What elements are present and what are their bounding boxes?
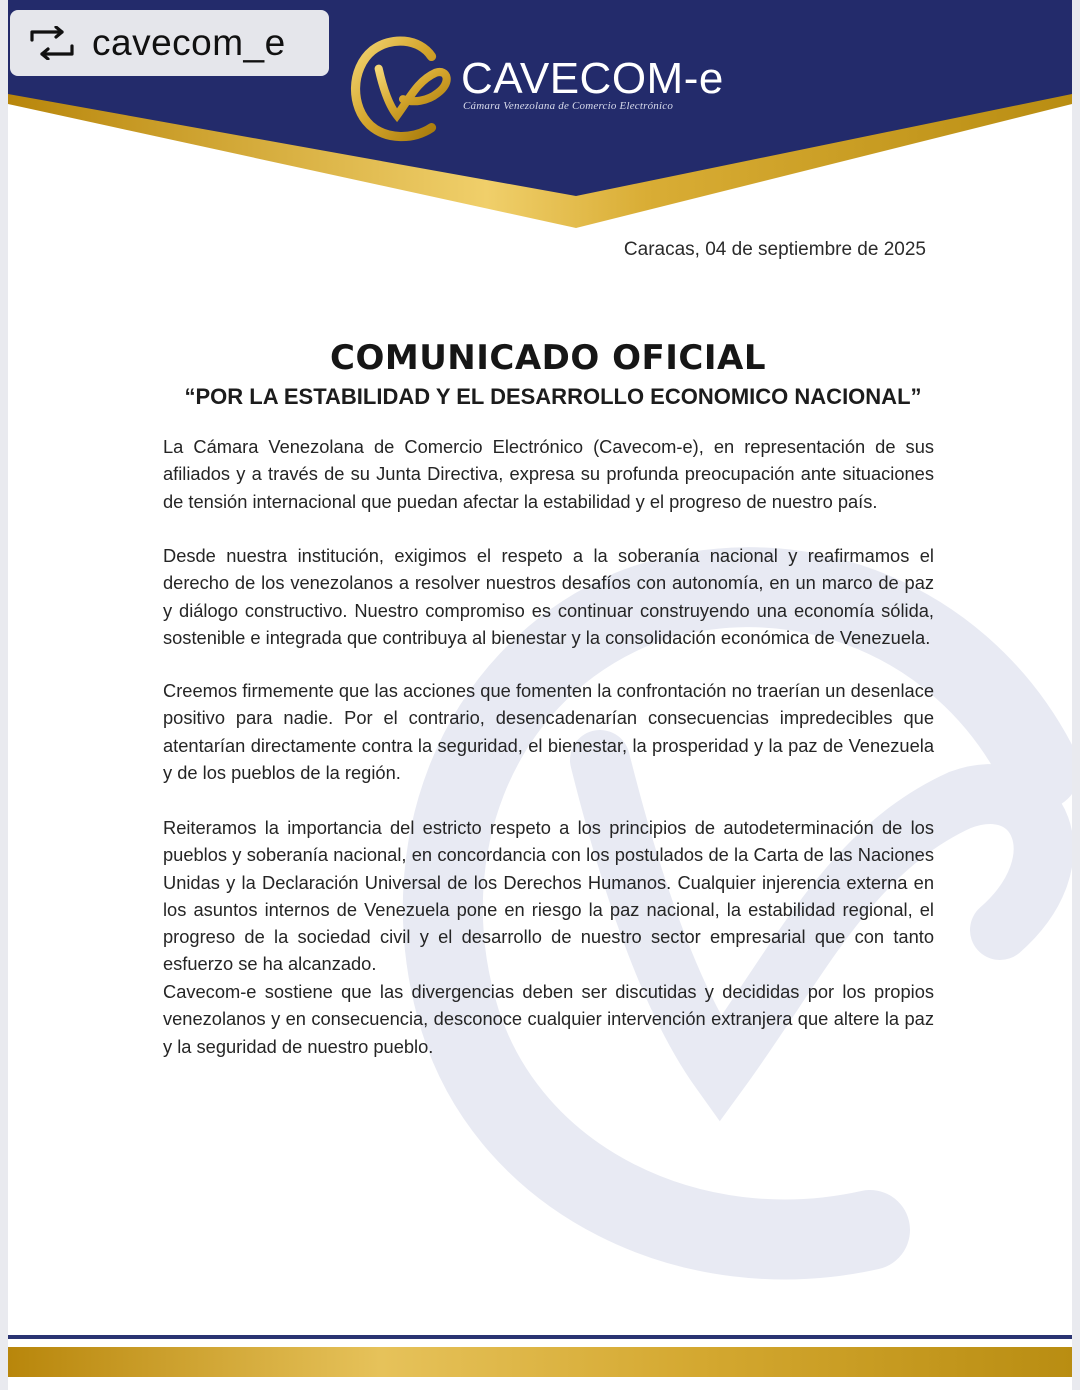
paragraph-2: Desde nuestra institución, exigimos el respeto a la soberanía nacional y reafirmamos el derecho de los venezolanos a resolver nuestros desafíos con autonomía, en un marco de paz y diálogo constructivo. Nuestro compromiso es continuar construyendo una economía sólida, sostenible e integrada que contribuya al bienestar y la consolidación económica de Venezuela. bbox=[163, 545, 934, 648]
cavecom-e-logo-icon bbox=[338, 28, 460, 150]
document-title: COMUNICADO OFICIAL bbox=[330, 338, 766, 378]
repost-username: cavecom_e bbox=[92, 22, 286, 63]
document-subtitle: “POR LA ESTABILIDAD Y EL DESARROLLO ECONOMICO NACIONAL” bbox=[184, 384, 922, 409]
repost-attribution[interactable] bbox=[10, 10, 329, 76]
brand-wordmark: CAVECOM-e bbox=[461, 54, 724, 103]
paragraph-3: Creemos firmemente que las acciones que fomenten la confrontación no traerían un desenlace positivo para nadie. Por el contrario, desencadenarían consecuencias impredecibles que atentarían directamente contra la seguridad, el bienestar, la prosperidad y la paz de Venezuela y de los pueblos de la región. bbox=[163, 680, 934, 783]
press-release-document bbox=[8, 0, 1072, 1390]
footer-gold-band bbox=[8, 1347, 1072, 1377]
brand-tagline: Cámara Venezolana de Comercio Electrónico bbox=[463, 100, 674, 112]
paragraph-5: Cavecom-e sostiene que las divergencias deben ser discutidas y decididas por los propios venezolanos y en consecuencia, desconoce cualquier intervención extranjera que altere la paz y la seguridad de nuestro pueblo. bbox=[163, 981, 934, 1057]
paragraph-1: La Cámara Venezolana de Comercio Electrónico (Cavecom-e), en representación de sus afiliados y a través de su Junta Directiva, expresa su profunda preocupación ante situaciones de tensión internacional que puedan afectar la estabilidad y el progreso de nuestro país. bbox=[163, 436, 934, 512]
document-date: Caracas, 04 de septiembre de 2025 bbox=[623, 239, 926, 260]
repost-icon bbox=[28, 26, 76, 60]
footer-rule bbox=[8, 1335, 1072, 1339]
paragraph-4: Reiteramos la importancia del estricto respeto a los principios de autodeterminación de los pueblos y soberanía nacional, en concordancia con los postulados de la Carta de las Naciones Unidas y la Declaración Universal de los Derechos Humanos. Cualquier injerencia externa en los asuntos internos de Venezuela pone en riesgo la paz nacional, la estabilidad regional, el progreso de la sociedad civil y el desarrollo de nuestro sector empresarial que con tanto esfuerzo se ha alcanzado. bbox=[163, 817, 934, 975]
